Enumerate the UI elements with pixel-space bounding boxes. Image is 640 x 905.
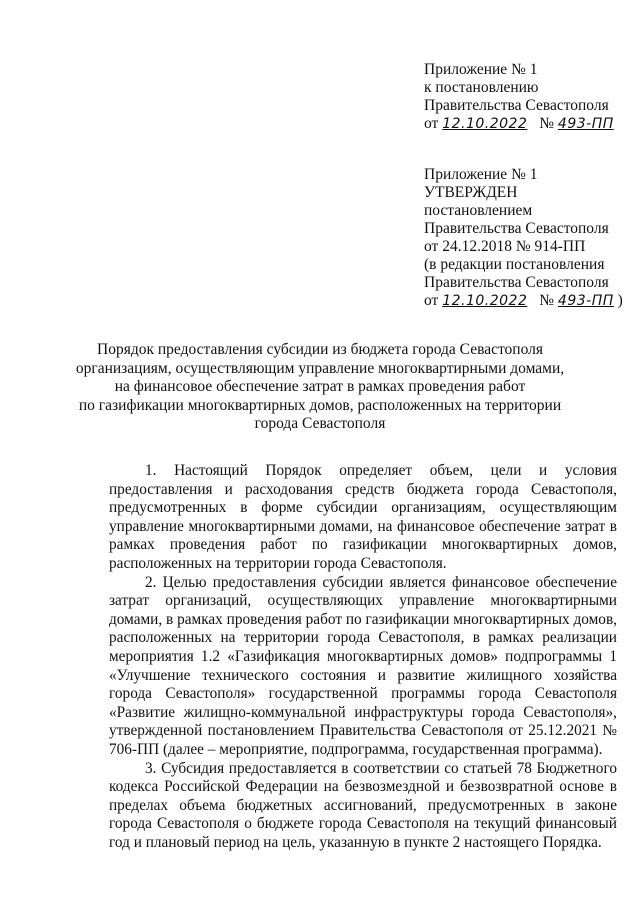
title-line5: города Севастополя [254, 415, 386, 432]
appendix-2-line7: Правительства Севастополя [424, 274, 609, 291]
appendix-2-line6: (в редакции постановления [424, 256, 605, 273]
appendix-2-line4: Правительства Севастополя [424, 220, 609, 237]
appendix-2-header [424, 166, 623, 310]
title-line4: по газификации многоквартирных домов, расположенных на территории [78, 396, 562, 414]
paragraph-2: 2. Целью предоставления субсидии является финансовое обеспечение затрат организаций, осуществляющих управление многоквартирными домами, в рамках проведения работ по газификации многоквартирных домов, расположенных на территории города Севастополя, в рамках реализации мероприятия 1.2 «Газификация многоквартирных домов» подпрограммы 1 «Улучшение технического состояния и развитие жилищного хозяйства города Севастополя» государственной программы города Севастополя «Развитие жилищно-коммунальной инфраструктуры города Севастополя», утвержденной постановлением Правительства Севастополя от 25.12.2021 № 706-ПП (далее – мероприятие, подпрограмма, государственная программа). [109, 573, 617, 758]
appendix-2-close-paren: ) [617, 292, 623, 309]
appendix-1-line1: Приложение № 1 [424, 61, 538, 78]
appendix-1-date: 12.10.2022 [442, 116, 528, 132]
appendix-2-number: 493-ПП [557, 293, 614, 309]
appendix-1-header [424, 61, 614, 133]
appendix-2-line1: Приложение № 1 [424, 166, 538, 183]
appendix-1-number: 493-ПП [557, 116, 614, 132]
appendix-1-line2: к постановлению [424, 79, 539, 96]
appendix-2-date-line [424, 292, 623, 310]
title-line3: на финансовое обеспечение затрат в рамках проведения работ [114, 378, 526, 395]
appendix-2-date: 12.10.2022 [442, 293, 528, 309]
title-line2: организациям, осуществляющим управление многоквартирными домами, [75, 359, 565, 377]
appendix-2-num-sign: № [539, 292, 555, 309]
appendix-2-line3: постановлением [424, 202, 533, 219]
appendix-1-line3: Правительства Севастополя [424, 97, 609, 114]
document-title [70, 341, 570, 434]
appendix-2-from: от [424, 292, 439, 309]
paragraph-1: 1. Настоящий Порядок определяет объем, цели и условия предоставления и расходования средств бюджета города Севастополя, предусмотренных в форме субсидии организациям, осуществляющим управление многоквартирными домами, на финансовое обеспечение затрат в рамках проведения работ по газификации многоквартирных домов, расположенных на территории города Севастополя. [109, 462, 617, 572]
appendix-1-from: от [424, 115, 439, 132]
appendix-1-date-line [424, 115, 614, 133]
document-body [109, 462, 617, 852]
appendix-1-num-sign: № [539, 115, 555, 132]
appendix-2-line2: УТВЕРЖДЕН [424, 184, 518, 201]
appendix-2-line5: от 24.12.2018 № 914-ПП [424, 238, 586, 255]
title-line1: Порядок предоставления субсидии из бюджета города Севастополя [97, 341, 543, 358]
paragraph-3: 3. Субсидия предоставляется в соответствии со статьей 78 Бюджетного кодекса Российской Федерации на безвозмездной и безвозвратной основе в пределах объема бюджетных ассигнований, предусмотренных в законе города Севастополя о бюджете города Севастополя на текущий финансовый год и плановый период на цель, указанную в пункте 2 настоящего Порядка. [109, 759, 617, 851]
